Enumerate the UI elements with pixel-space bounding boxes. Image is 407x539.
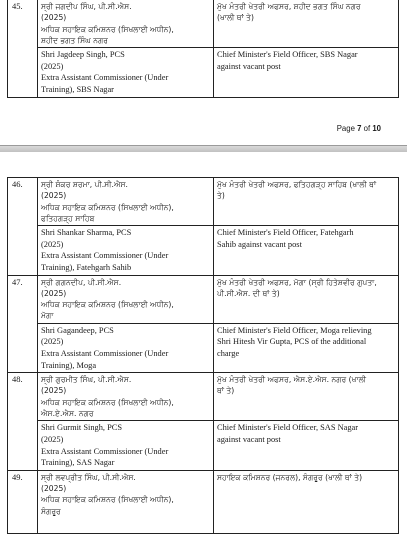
english-posting-line: Chief Minister's Field Officer, SBS Nagar bbox=[217, 50, 358, 60]
punjabi-posting-line: ਤੇ) bbox=[217, 191, 225, 201]
english-batch-line: (2025) bbox=[41, 434, 64, 444]
english-name-cell bbox=[38, 48, 214, 97]
english-posting-cell bbox=[214, 421, 399, 470]
punjabi-posting-line: ਸਹਾਇਕ ਕਮਿਸ਼ਨਰ (ਜਨਰਲ), ਸੰਗਰੂਰ (ਖਾਲੀ ਥਾਂ ਤੇ) bbox=[217, 472, 363, 482]
page-total: 10 bbox=[372, 124, 381, 133]
english-name-cell bbox=[38, 226, 214, 275]
punjabi-designation-line: ਅਧਿਕ ਸਹਾਇਕ ਕਮਿਸ਼ਨਰ (ਸਿਖਲਾਈ ਅਧੀਨ), bbox=[41, 397, 174, 407]
punjabi-name-line: ਸ੍ਰੀ ਲਵਪ੍ਰੀਤ ਸਿੰਘ, ਪੀ.ਸੀ.ਐਸ. bbox=[41, 472, 136, 482]
english-designation-line: Extra Assistant Commissioner (Under bbox=[41, 348, 169, 358]
punjabi-station-line: ਸੰਗਰੂਰ bbox=[41, 506, 61, 516]
english-posting-line: Sahib against vacant post bbox=[217, 239, 302, 249]
punjabi-posting-cell bbox=[214, 0, 399, 48]
english-designation-line: Extra Assistant Commissioner (Under bbox=[41, 446, 169, 456]
punjabi-posting-cell bbox=[214, 275, 399, 323]
english-posting-line: against vacant post bbox=[217, 434, 281, 444]
punjabi-designation-line: ਅਧਿਕ ਸਹਾਇਕ ਕਮਿਸ਼ਨਰ (ਸਿਖਲਾਈ ਅਧੀਨ), bbox=[41, 202, 174, 212]
punjabi-station-line: ਫਤਿਹਗੜ੍ਹ ਸਾਹਿਬ bbox=[41, 213, 95, 223]
english-name-line: Shri Gurmit Singh, PCS bbox=[41, 423, 122, 433]
punjabi-posting-line: ਮੁੱਖ ਮੰਤਰੀ ਖੇਤਰੀ ਅਫਸਰ, ਐਸ.ਏ.ਐਸ. ਨਗਰ (ਖਾਲੀ bbox=[217, 375, 367, 385]
table-row-en bbox=[8, 226, 399, 275]
punjabi-batch-line: (2025) bbox=[41, 483, 67, 493]
transfer-table-page-7 bbox=[7, 0, 399, 98]
english-name-line: Shri Shankar Sharma, PCS bbox=[41, 228, 132, 238]
table-row-pa bbox=[8, 275, 399, 323]
punjabi-station-line: ਸ਼ਹੀਦ ਭਗਤ ਸਿੰਘ ਨਗਰ bbox=[41, 35, 108, 45]
punjabi-name-cell bbox=[38, 470, 214, 533]
punjabi-name-cell bbox=[38, 373, 214, 421]
english-batch-line: (2025) bbox=[41, 61, 64, 71]
english-designation-line: Extra Assistant Commissioner (Under bbox=[41, 73, 169, 83]
punjabi-designation-line: ਅਧਿਕ ਸਹਾਇਕ ਕਮਿਸ਼ਨਰ (ਸਿਖਲਾਈ ਅਧੀਨ), bbox=[41, 24, 174, 34]
english-posting-line: Shri Hitesh Vir Gupta, PCS of the additional bbox=[217, 337, 367, 347]
punjabi-posting-line: ਮੁੱਖ ਮੰਤਰੀ ਖੇਤਰੀ ਅਫਸਰ, ਮੋਗਾ (ਸ੍ਰੀ ਹਿਤੇਸ਼ਵੀਰ ਗੁਪਤਾ, bbox=[217, 277, 377, 287]
serial-number: 47. bbox=[8, 275, 38, 373]
serial-number: 46. bbox=[8, 178, 38, 276]
english-name-cell bbox=[38, 421, 214, 470]
punjabi-name-line: ਸ੍ਰੀ ਸ਼ੰਕਰ ਸ਼ਰਮਾ, ਪੀ.ਸੀ.ਐਸ. bbox=[41, 180, 128, 189]
table-row-pa bbox=[8, 470, 399, 533]
punjabi-posting-line: ਮੁੱਖ ਮੰਤਰੀ ਖੇਤਰੀ ਅਫਸਰ, ਫਤਿਹਗੜ੍ਹ ਸਾਹਿਬ (ਖਾਲੀ ਥਾਂ bbox=[217, 180, 377, 189]
punjabi-station-line: ਮੋਗਾ bbox=[41, 311, 54, 321]
table-row-pa bbox=[8, 0, 399, 48]
table-row-en bbox=[8, 48, 399, 97]
english-posting-line: Chief Minister's Field Officer, SAS Nagar bbox=[217, 423, 359, 433]
page-number: Page 7 of 10 bbox=[336, 124, 381, 133]
document-page-7 bbox=[0, 0, 407, 145]
punjabi-batch-line: (2025) bbox=[41, 13, 67, 23]
english-posting-line: charge bbox=[217, 348, 240, 358]
english-posting-line: Chief Minister's Field Officer, Fatehgarh bbox=[217, 228, 354, 238]
table-row-pa bbox=[8, 178, 399, 226]
table-row-pa bbox=[8, 373, 399, 421]
english-posting-line: Chief Minister's Field Officer, Moga relieving bbox=[217, 325, 372, 335]
english-station-line: Training), Moga bbox=[41, 360, 97, 370]
punjabi-batch-line: (2025) bbox=[41, 191, 67, 201]
punjabi-name-line: ਸ੍ਰੀ ਗਗਨਦੀਪ, ਪੀ.ਸੀ.ਐਸ. bbox=[41, 277, 122, 287]
punjabi-name-cell bbox=[38, 178, 214, 226]
english-name-line: Shri Jagdeep Singh, PCS bbox=[41, 50, 125, 60]
punjabi-posting-line: ਪੀ.ਸੀ.ਐਸ. ਦੀ ਥਾਂ ਤੇ) bbox=[217, 288, 280, 298]
english-posting-cell bbox=[214, 226, 399, 275]
punjabi-name-line: ਸ੍ਰੀ ਗੁਰਮੀਤ ਸਿੰਘ, ਪੀ.ਸੀ.ਐਸ. bbox=[41, 375, 132, 385]
punjabi-posting-line: (ਖਾਲੀ ਥਾਂ ਤੇ) bbox=[217, 13, 254, 23]
english-batch-line: (2025) bbox=[41, 239, 64, 249]
serial-number: 48. bbox=[8, 373, 38, 471]
page-current: 7 bbox=[357, 124, 362, 133]
english-name-line: Shri Gagandeep, PCS bbox=[41, 325, 114, 335]
serial-number: 49. bbox=[8, 470, 38, 533]
english-station-line: Training), SBS Nagar bbox=[41, 84, 114, 94]
english-posting-cell bbox=[214, 48, 399, 97]
table-row-en bbox=[8, 323, 399, 372]
english-name-cell bbox=[38, 323, 214, 372]
english-posting-line: against vacant post bbox=[217, 61, 281, 71]
table-row-en bbox=[8, 421, 399, 470]
punjabi-designation-line: ਅਧਿਕ ਸਹਾਇਕ ਕਮਿਸ਼ਨਰ (ਸਿਖਲਾਈ ਅਧੀਨ), bbox=[41, 495, 174, 505]
transfer-table-page-8 bbox=[7, 177, 399, 534]
english-station-line: Training), SAS Nagar bbox=[41, 458, 115, 468]
punjabi-posting-cell bbox=[214, 470, 399, 533]
punjabi-designation-line: ਅਧਿਕ ਸਹਾਇਕ ਕਮਿਸ਼ਨਰ (ਸਿਖਲਾਈ ਅਧੀਨ), bbox=[41, 300, 174, 310]
english-station-line: Training), Fatehgarh Sahib bbox=[41, 262, 132, 272]
english-posting-cell bbox=[214, 323, 399, 372]
english-batch-line: (2025) bbox=[41, 337, 64, 347]
punjabi-batch-line: (2025) bbox=[41, 386, 67, 396]
punjabi-batch-line: (2025) bbox=[41, 288, 67, 298]
punjabi-posting-line: ਮੁੱਖ ਮੰਤਰੀ ਖੇਤਰੀ ਅਫਸਰ, ਸ਼ਹੀਦ ਭਗਤ ਸਿੰਘ ਨਗਰ bbox=[217, 2, 361, 11]
serial-number: 45. bbox=[8, 0, 38, 97]
punjabi-posting-cell bbox=[214, 178, 399, 226]
english-designation-line: Extra Assistant Commissioner (Under bbox=[41, 251, 169, 261]
punjabi-name-line: ਸ੍ਰੀ ਜਗਦੀਪ ਸਿੰਘ, ਪੀ.ਸੀ.ਐਸ. bbox=[41, 2, 132, 11]
punjabi-posting-line: ਥਾਂ ਤੇ) bbox=[217, 386, 235, 396]
punjabi-posting-cell bbox=[214, 373, 399, 421]
punjabi-station-line: ਐਸ.ਏ.ਐਸ. ਨਗਰ bbox=[41, 409, 94, 419]
punjabi-name-cell bbox=[38, 275, 214, 323]
document-page-8 bbox=[0, 152, 407, 539]
punjabi-name-cell bbox=[38, 0, 214, 48]
